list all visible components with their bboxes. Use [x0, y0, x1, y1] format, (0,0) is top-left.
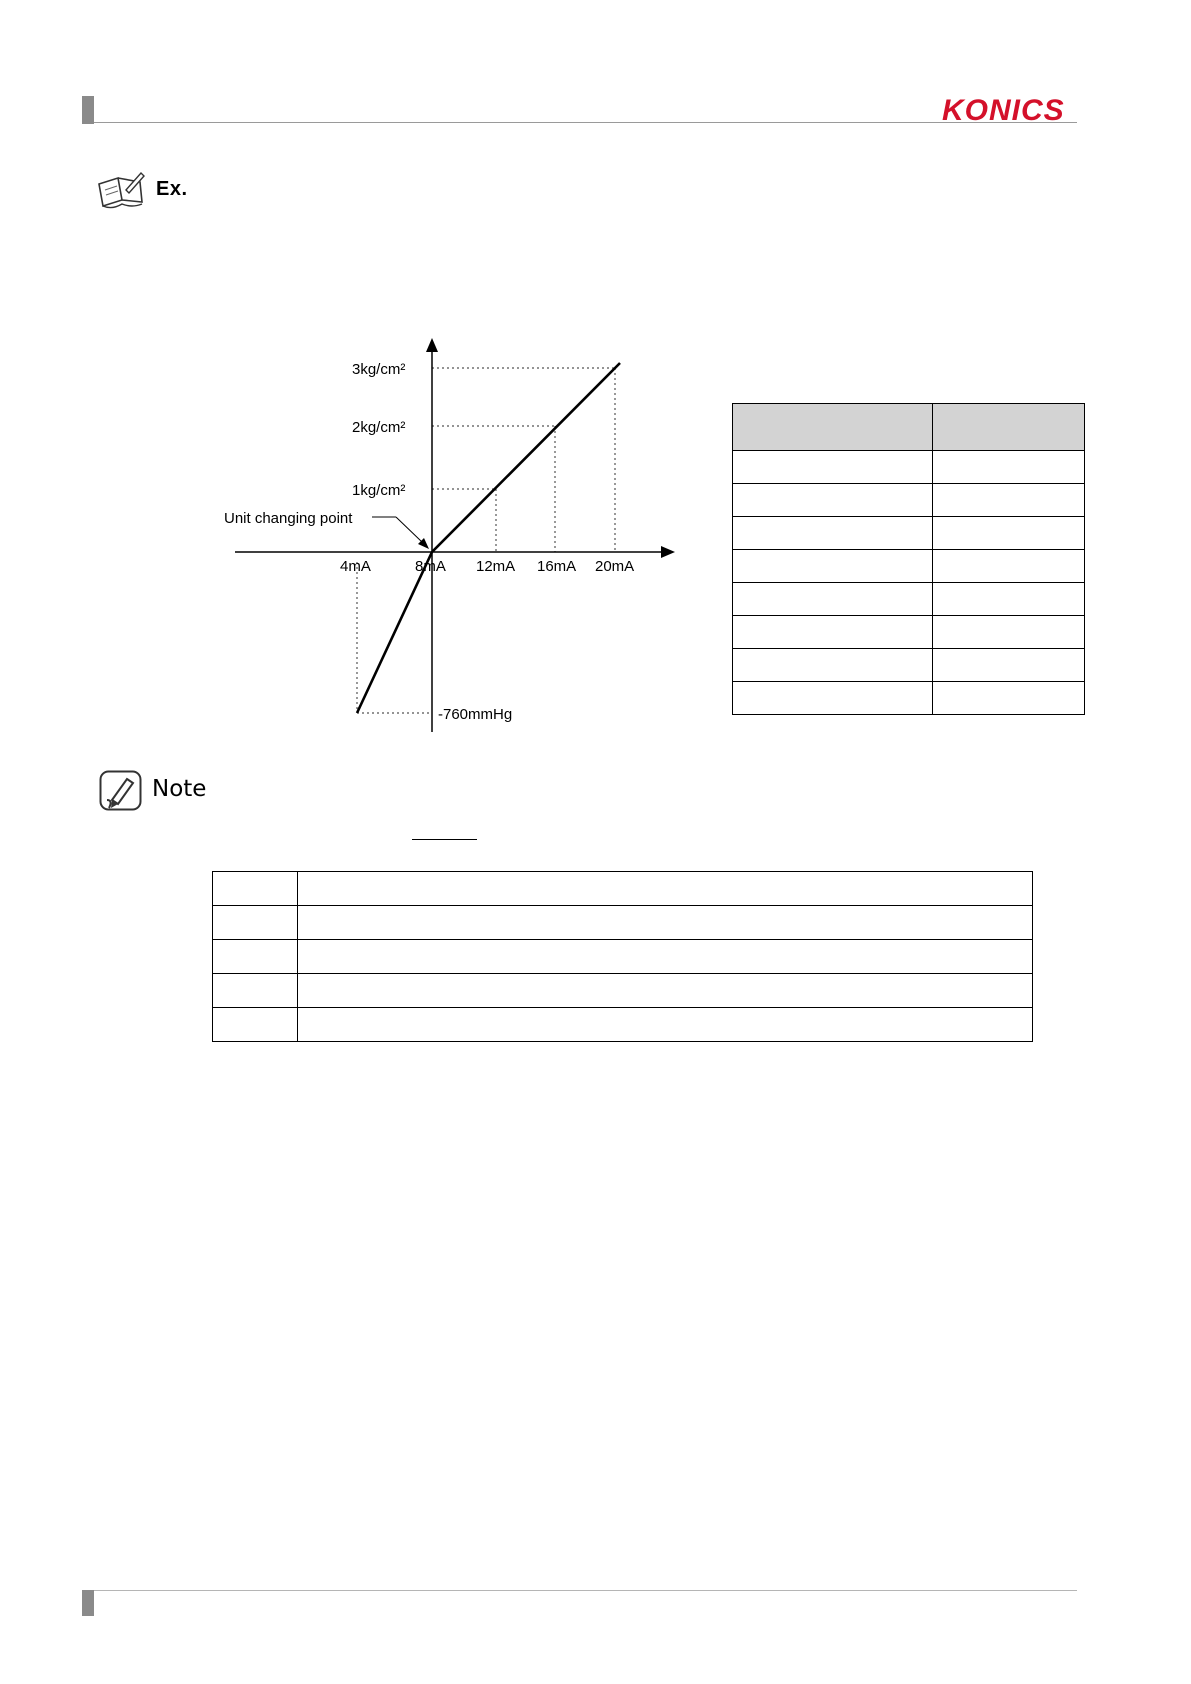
setting-table: [732, 403, 1085, 715]
footer-accent-bar: [82, 1590, 94, 1616]
table-row: [733, 616, 1085, 649]
svg-text:KONICS: KONICS: [942, 94, 1065, 126]
unit-changing-point-label: Unit changing point: [224, 510, 353, 527]
table-row: [213, 872, 1033, 906]
x-tick-label: 12mA: [476, 558, 516, 575]
y-negative-label: -760mmHg: [438, 706, 513, 723]
note-underline: [412, 839, 477, 840]
table-header-row: [733, 404, 1085, 451]
x-tick-label: 20mA: [595, 558, 635, 575]
x-tick-label: 4mA: [340, 558, 371, 575]
footer-rule: [94, 1590, 1077, 1591]
y-tick-label: 2kg/cm²: [352, 419, 406, 436]
table-row: [213, 906, 1033, 940]
table-row: [733, 682, 1085, 715]
current-pressure-graph: [210, 330, 680, 740]
note-label: Note: [152, 776, 207, 802]
table-row: [733, 451, 1085, 484]
table-row: [733, 517, 1085, 550]
y-tick-label: 1kg/cm²: [352, 482, 406, 499]
open-book-icon: [96, 170, 148, 210]
konics-logo: [940, 90, 1080, 126]
note-table: [212, 871, 1033, 1042]
table-row: [733, 583, 1085, 616]
table-row: [733, 550, 1085, 583]
table-row: [733, 484, 1085, 517]
y-tick-label: 3kg/cm²: [352, 361, 406, 378]
example-label: Ex.: [156, 178, 188, 200]
header-accent-bar: [82, 96, 94, 124]
table-row: [213, 940, 1033, 974]
header-rule: [94, 122, 1077, 123]
table-row: [213, 974, 1033, 1008]
x-tick-label: 16mA: [537, 558, 577, 575]
x-tick-label: 8mA: [415, 558, 446, 575]
pencil-note-icon: [99, 770, 143, 812]
table-row: [213, 1008, 1033, 1042]
table-row: [733, 649, 1085, 682]
data-line: [357, 363, 620, 713]
